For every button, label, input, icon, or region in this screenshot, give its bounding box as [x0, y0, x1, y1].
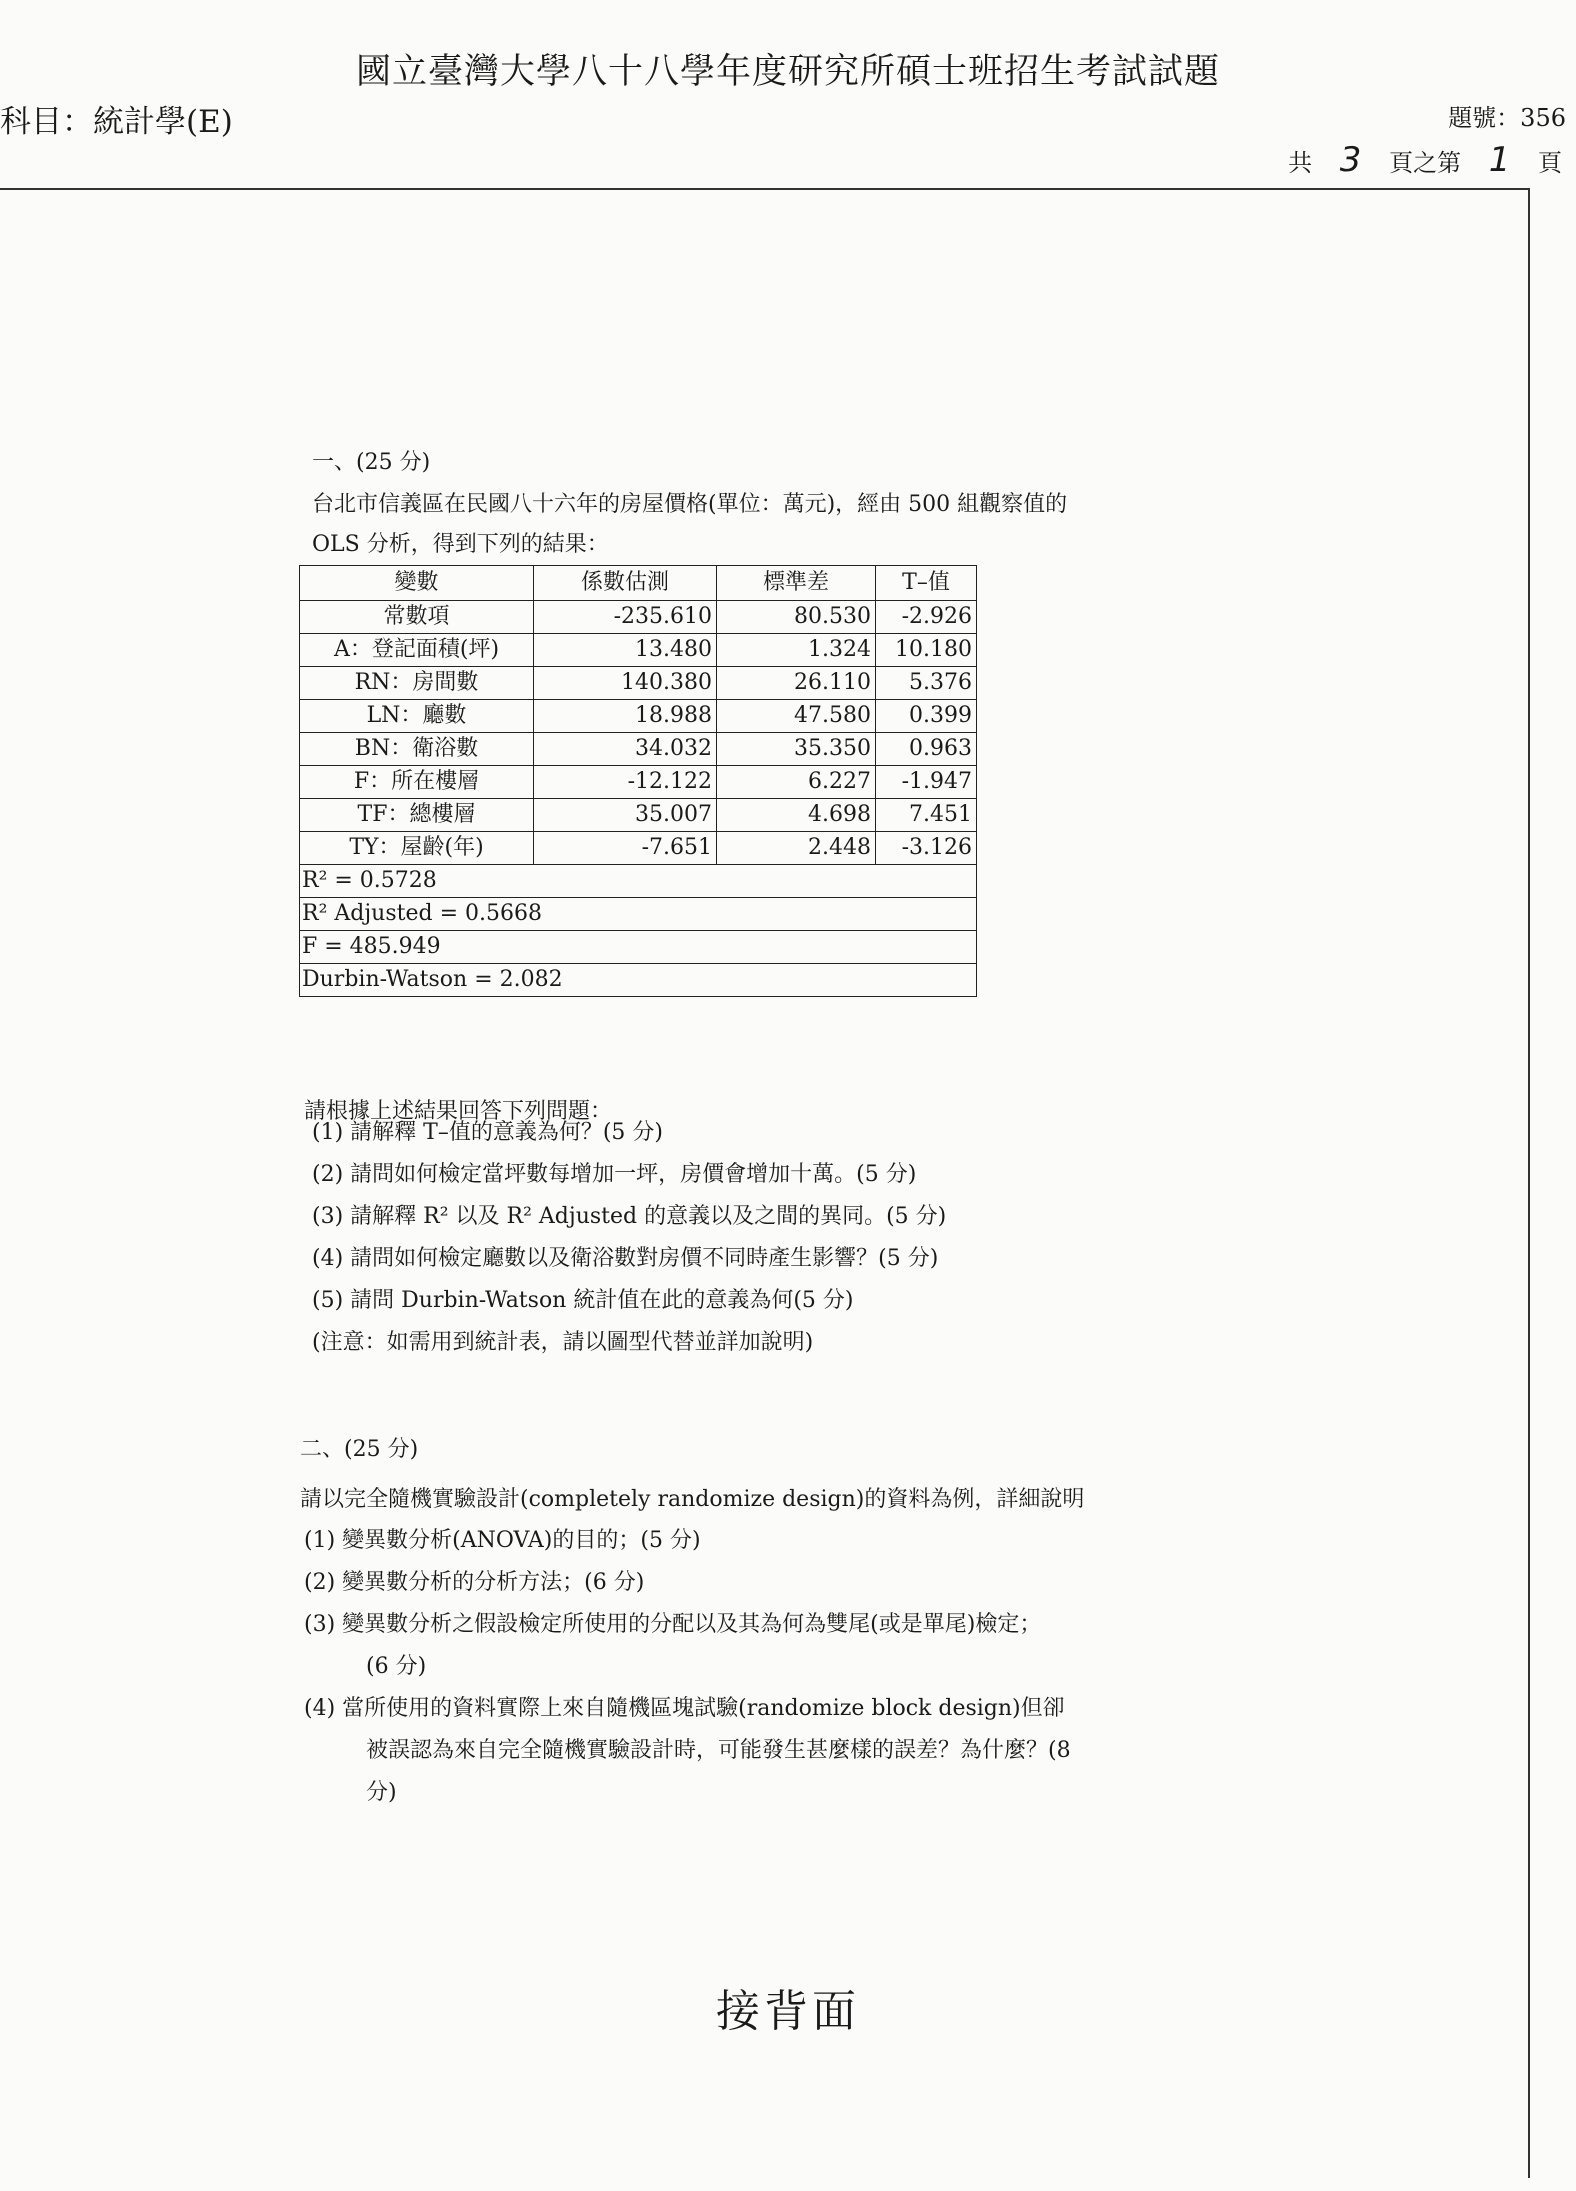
q1-subquestion: (4) 請問如何檢定廳數以及衛浴數對房價不同時產生影響？(5 分) — [312, 1246, 939, 1271]
table-header-row — [300, 566, 977, 601]
cell-coefficient: 34.032 — [534, 733, 717, 766]
q2-subquestion-continued: (6 分) — [366, 1654, 427, 1679]
cell-variable: RN：房間數 — [300, 667, 534, 700]
q1-subquestion: (1) 請解釋 T–值的意義為何？(5 分) — [312, 1120, 663, 1145]
cell-variable: LN：廳數 — [300, 700, 534, 733]
table-row — [300, 700, 977, 733]
table-row — [300, 667, 977, 700]
ols-results-table — [299, 565, 977, 997]
q1-subquestion: (2) 請問如何檢定當坪數每增加一坪，房價會增加十萬。(5 分) — [312, 1162, 917, 1187]
cell-std-error: 4.698 — [717, 799, 876, 832]
page-suffix: 頁 — [1538, 149, 1562, 177]
page-current-handwritten: 1 — [1488, 140, 1511, 180]
q1-subquestion: (3) 請解釋 R² 以及 R² Adjusted 的意義以及之間的異同。(5 分) — [312, 1204, 947, 1229]
cell-t-value: 7.451 — [876, 799, 977, 832]
q1-instruction: 請根據上述結果回答下列問題： — [304, 1099, 613, 1124]
page-total-handwritten: 3 — [1339, 140, 1362, 180]
cell-std-error: 35.350 — [717, 733, 876, 766]
table-row — [300, 601, 977, 634]
stat-cell: F = 485.949 — [300, 931, 977, 964]
turn-over-note: 接背面 — [716, 1986, 860, 2037]
q2-subquestion: (2) 變異數分析的分析方法；(6 分) — [304, 1570, 645, 1595]
cell-coefficient: -12.122 — [534, 766, 717, 799]
table-row — [300, 634, 977, 667]
col-header-coefficient: 係數估測 — [534, 566, 717, 601]
table-row — [300, 799, 977, 832]
q2-subquestion: (1) 變異數分析(ANOVA)的目的；(5 分) — [304, 1528, 701, 1553]
cell-variable: TF：總樓層 — [300, 799, 534, 832]
header-divider — [0, 188, 1530, 190]
cell-std-error: 47.580 — [717, 700, 876, 733]
col-header-t-value: T–值 — [876, 566, 977, 601]
cell-std-error: 2.448 — [717, 832, 876, 865]
q2-subquestion: (3) 變異數分析之假設檢定所使用的分配以及其為何為雙尾(或是單尾)檢定； — [304, 1612, 1042, 1637]
q2-intro: 請以完全隨機實驗設計(completely randomize design)的資料為例，詳細說明 — [300, 1487, 1085, 1512]
cell-variable: F：所在樓層 — [300, 766, 534, 799]
cell-std-error: 80.530 — [717, 601, 876, 634]
stat-row-f-statistic — [300, 931, 977, 964]
question-number: 題號：356 — [1448, 104, 1566, 132]
cell-t-value: -2.926 — [876, 601, 977, 634]
q2-subquestion-continued: 被誤認為來自完全隨機實驗設計時，可能發生甚麼樣的誤差？為什麼？(8 — [366, 1738, 1071, 1763]
subject-label: 科目：統計學(E) — [0, 104, 233, 140]
q1-intro-line-1: 台北市信義區在民國八十六年的房屋價格(單位：萬元)，經由 500 組觀察值的 — [312, 492, 1068, 517]
stat-cell: R² = 0.5728 — [300, 865, 977, 898]
q2-subquestion-continued: 分) — [366, 1780, 397, 1805]
right-border-line — [1528, 188, 1530, 2178]
cell-t-value: 5.376 — [876, 667, 977, 700]
col-header-std-error: 標準差 — [717, 566, 876, 601]
page-mid-text: 頁之第 — [1389, 149, 1462, 177]
cell-variable: 常數項 — [300, 601, 534, 634]
q1-heading: 一、(25 分) — [312, 450, 431, 475]
q2-subquestions — [304, 1520, 1071, 1814]
stat-cell: R² Adjusted = 0.5668 — [300, 898, 977, 931]
cell-t-value: 0.399 — [876, 700, 977, 733]
table-row — [300, 766, 977, 799]
cell-variable: TY：屋齡(年) — [300, 832, 534, 865]
cell-t-value: 10.180 — [876, 634, 977, 667]
cell-variable: A：登記面積(坪) — [300, 634, 534, 667]
cell-std-error: 1.324 — [717, 634, 876, 667]
cell-t-value: -3.126 — [876, 832, 977, 865]
table-row — [300, 733, 977, 766]
cell-coefficient: -235.610 — [534, 601, 717, 634]
col-header-variable: 變數 — [300, 566, 534, 601]
page-indicator — [1288, 140, 1562, 180]
q1-subquestion: (5) 請問 Durbin-Watson 統計值在此的意義為何(5 分) — [312, 1288, 854, 1313]
cell-variable: BN：衛浴數 — [300, 733, 534, 766]
cell-coefficient: -7.651 — [534, 832, 717, 865]
cell-coefficient: 35.007 — [534, 799, 717, 832]
page-total-prefix: 共 — [1288, 149, 1313, 177]
stat-row-r-squared — [300, 865, 977, 898]
cell-t-value: -1.947 — [876, 766, 977, 799]
q1-subquestions — [312, 1112, 946, 1364]
stat-row-r-squared-adjusted — [300, 898, 977, 931]
stat-row-durbin-watson — [300, 964, 977, 997]
table-row — [300, 832, 977, 865]
cell-std-error: 6.227 — [717, 766, 876, 799]
exam-title: 國立臺灣大學八十八學年度研究所碩士班招生考試試題 — [355, 52, 1220, 92]
q1-intro — [312, 485, 1272, 565]
cell-coefficient: 140.380 — [534, 667, 717, 700]
cell-std-error: 26.110 — [717, 667, 876, 700]
stat-cell: Durbin-Watson = 2.082 — [300, 964, 977, 997]
cell-coefficient: 18.988 — [534, 700, 717, 733]
q2-heading: 二、(25 分) — [300, 1437, 419, 1462]
q1-note: (注意：如需用到統計表，請以圖型代替並詳加說明) — [312, 1330, 814, 1355]
q2-subquestion: (4) 當所使用的資料實際上來自隨機區塊試驗(randomize block design)但卻 — [304, 1696, 1065, 1721]
cell-t-value: 0.963 — [876, 733, 977, 766]
q1-intro-line-2: OLS 分析，得到下列的結果： — [312, 532, 609, 557]
cell-coefficient: 13.480 — [534, 634, 717, 667]
